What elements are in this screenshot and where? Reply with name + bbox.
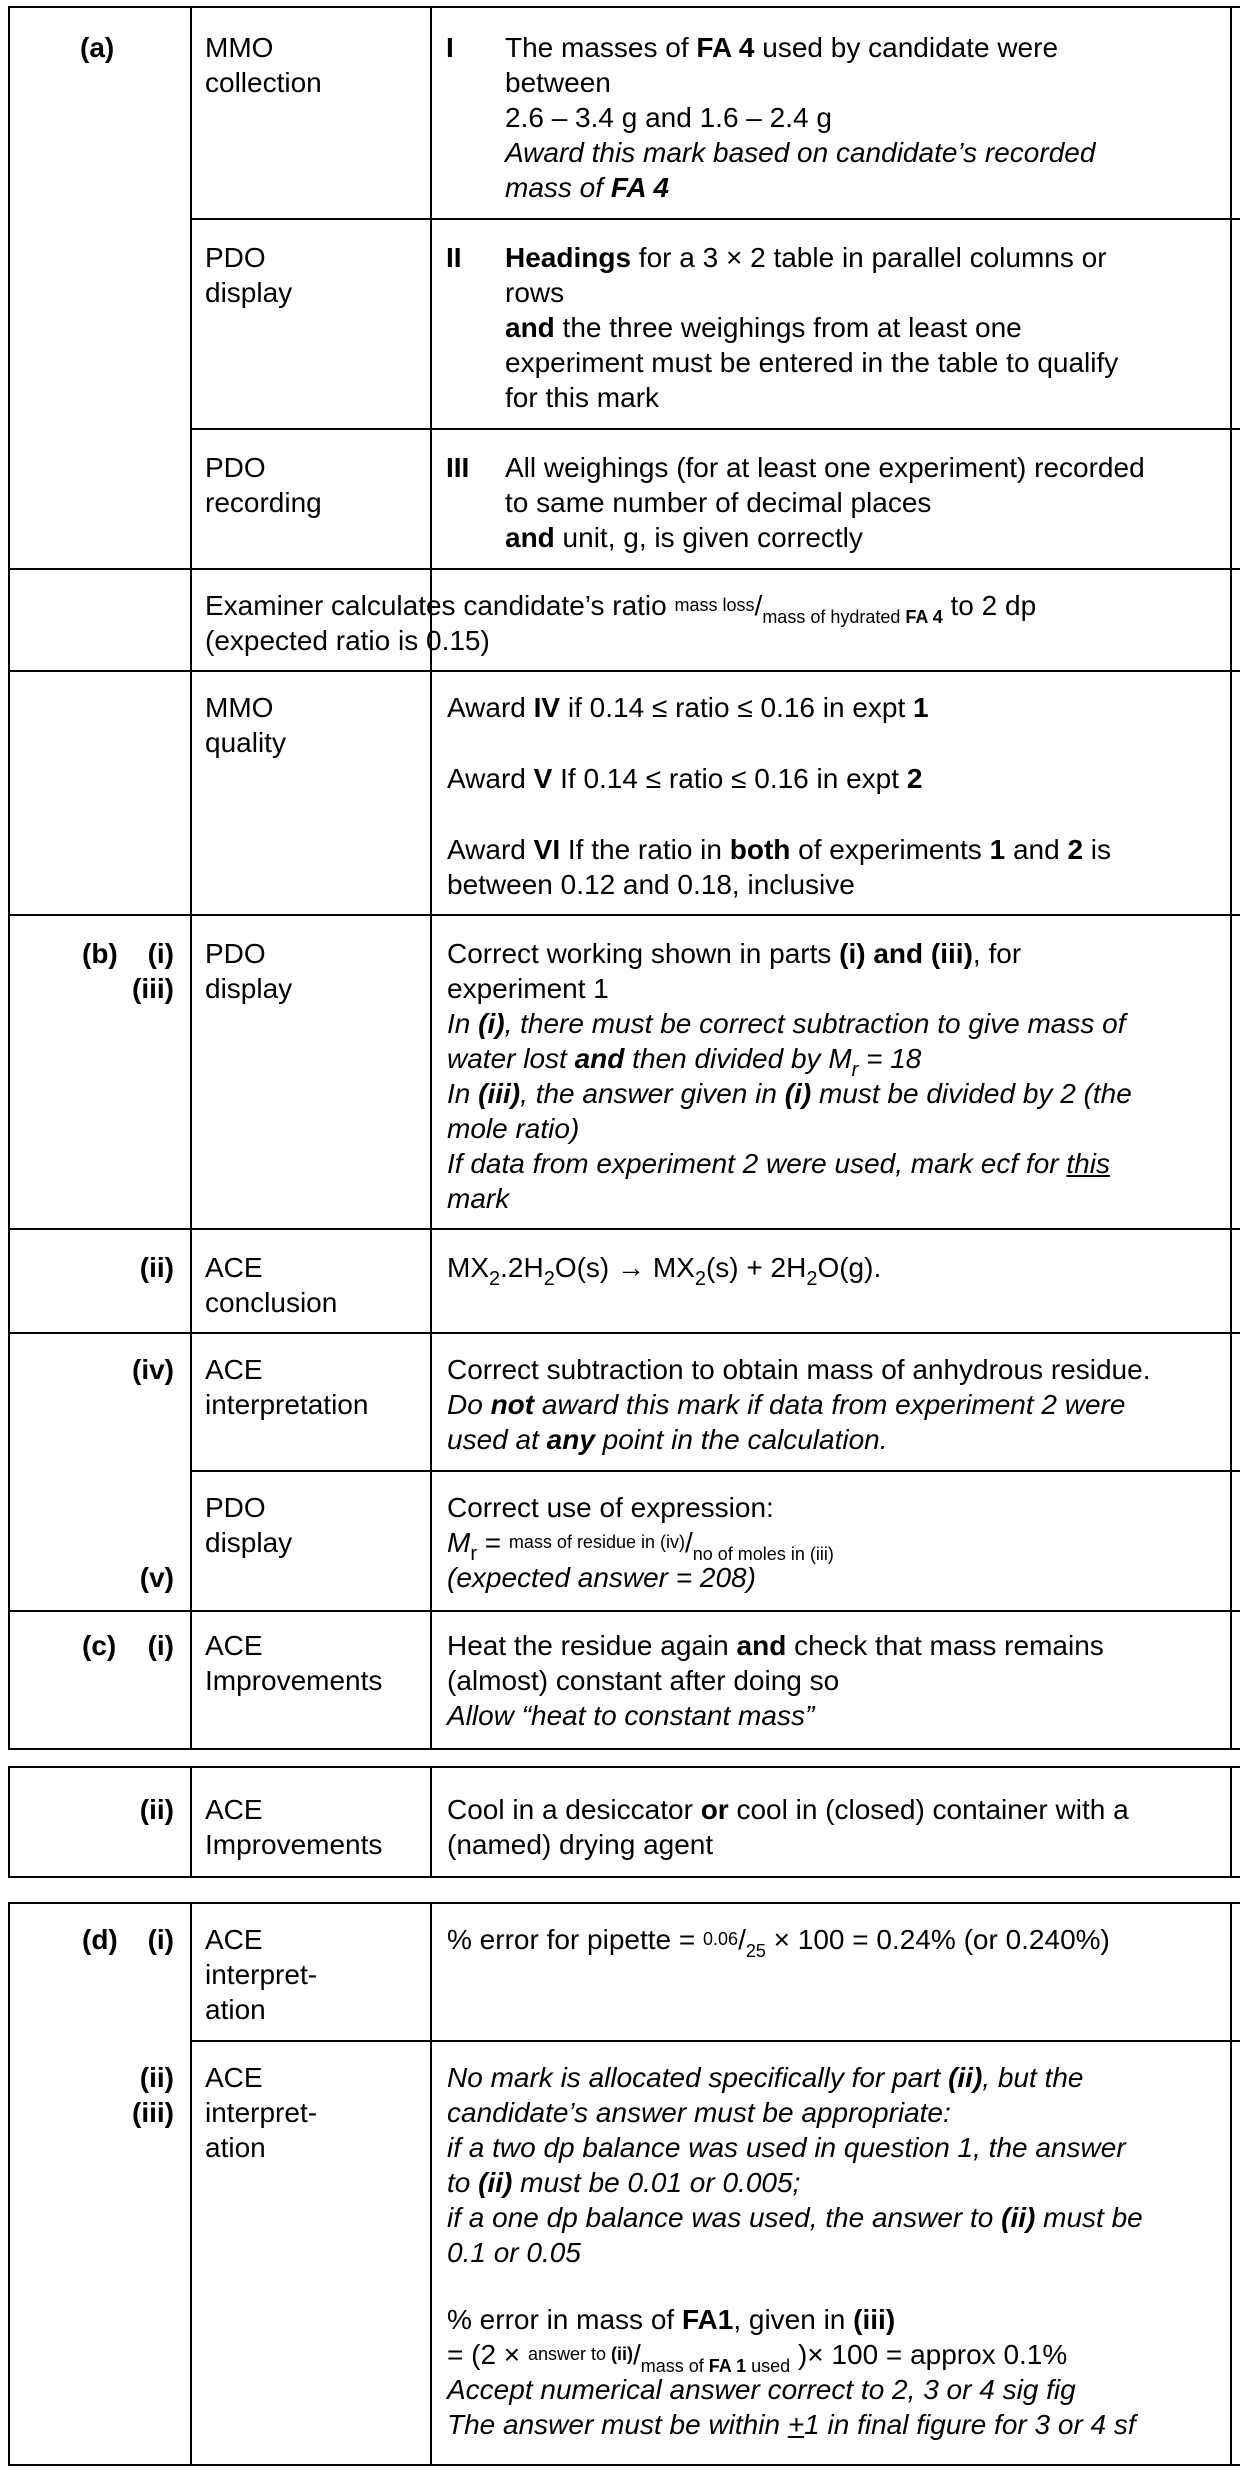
mark-numeral: II <box>446 242 462 273</box>
text: × 100 = 0.24% (or 0.240%) <box>765 1924 1110 1955</box>
category-line: ACE <box>205 1630 263 1661</box>
text: 2 <box>489 1268 501 1290</box>
text: 2 <box>806 1268 818 1290</box>
text: and <box>736 1630 787 1661</box>
category-line: collection <box>205 67 322 98</box>
text: 1 <box>989 834 1006 865</box>
text: used at <box>447 1424 547 1455</box>
part-label-b: (b) <box>82 938 118 969</box>
text: candidate’s answer must be appropriate: <box>447 2097 951 2128</box>
mark-numeral: I <box>446 32 454 63</box>
row-category <box>205 1352 368 1422</box>
subpart-labels <box>132 936 174 1006</box>
text: 2.6 – 3.4 g and 1.6 – 2.4 g <box>505 102 832 133</box>
subpart-label: (iii) <box>132 2097 174 2128</box>
text: not <box>490 1389 535 1420</box>
text: IV <box>533 692 561 723</box>
subpart-label: (iv) <box>132 1354 174 1385</box>
row-category <box>205 690 286 760</box>
text: , but the <box>982 2062 1084 2093</box>
category-line: quality <box>205 727 286 758</box>
category-line: recording <box>205 487 322 518</box>
category-line: ACE <box>205 1354 263 1385</box>
text: Award <box>447 692 534 723</box>
text: No mark is allocated specifically for part <box>447 2062 949 2093</box>
text: used by candidate were <box>754 32 1059 63</box>
rule <box>8 914 1240 916</box>
text: If data from experiment 2 were used, mark ecf for <box>447 1148 1067 1179</box>
text: (expected ratio is 0.15) <box>205 625 490 656</box>
text: (s) + 2H <box>705 1252 807 1283</box>
rule <box>190 428 1240 430</box>
category-line: display <box>205 277 293 308</box>
mark-text <box>447 832 1111 902</box>
text: In <box>447 1008 479 1039</box>
fraction-denominator: no of moles in (iii) <box>692 1544 834 1564</box>
text: FA 1 <box>708 2356 747 2376</box>
category-line: Improvements <box>205 1665 383 1696</box>
text: (i) <box>478 1008 505 1039</box>
category-line: PDO <box>205 938 266 969</box>
text: check that mass remains <box>786 1630 1104 1661</box>
category-line: display <box>205 973 293 1004</box>
rule <box>8 670 1240 672</box>
text: Correct subtraction to obtain mass of anhydrous residue. <box>447 1354 1151 1385</box>
category-line: interpretation <box>205 1389 369 1420</box>
rule <box>190 2040 1240 2042</box>
text: M <box>828 1043 852 1074</box>
text: and <box>574 1043 625 1074</box>
rule-v <box>190 1766 192 1878</box>
text: between 0.12 and 0.18, inclusive <box>447 869 855 900</box>
text: answer to <box>527 2344 611 2364</box>
text: MX <box>645 1252 695 1283</box>
text: must be 0.01 or 0.005; <box>512 2167 801 2198</box>
text: (almost) constant after doing so <box>447 1665 840 1696</box>
mark-text <box>505 450 1145 555</box>
text: mass of <box>505 172 611 203</box>
text: of experiments <box>790 834 990 865</box>
equation <box>447 1250 882 1290</box>
text: rows <box>505 277 565 308</box>
mark-text <box>505 240 1118 415</box>
text: (named) drying agent <box>447 1829 714 1860</box>
text: 2 <box>1067 834 1084 865</box>
fraction-denominator <box>762 607 942 627</box>
text: , given in <box>733 2304 854 2335</box>
text: any <box>546 1424 595 1455</box>
row-category <box>205 1922 317 2027</box>
text: unit, g, is given correctly <box>554 522 863 553</box>
row-category <box>205 2060 317 2165</box>
category-line: PDO <box>205 1492 266 1523</box>
text: mass of <box>640 2356 709 2376</box>
text: or <box>700 1794 729 1825</box>
text: M <box>447 1527 471 1558</box>
subpart-labels <box>132 2060 174 2130</box>
fraction-numerator: mass loss <box>674 595 755 615</box>
text: r <box>470 1543 477 1565</box>
part-label-c: (c) <box>82 1630 117 1661</box>
text: point in the calculation. <box>594 1424 888 1455</box>
rule-top <box>8 6 1240 8</box>
text: The masses of <box>505 32 697 63</box>
fraction-slash: / <box>754 590 763 621</box>
rule-bottom <box>8 1748 1240 1750</box>
text: (i) and (iii) <box>839 938 973 969</box>
part-label-d: (d) <box>82 1924 118 1955</box>
category-line: interpret- <box>205 2097 318 2128</box>
rule <box>8 1228 1240 1230</box>
text: Do <box>447 1389 491 1420</box>
text: If 0.14 ≤ ratio ≤ 0.16 in expt <box>552 763 907 794</box>
text: experiment must be entered in the table to qualify <box>505 347 1119 378</box>
fraction-numerator: 0.06 <box>703 1929 739 1949</box>
text: if 0.14 ≤ ratio ≤ 0.16 in expt <box>560 692 914 723</box>
text: if a two dp balance was used in question 1, the answer <box>447 2132 1126 2163</box>
rule <box>8 568 1240 570</box>
text: Headings <box>505 242 632 273</box>
text: )× 100 = approx 0.1% <box>790 2339 1068 2370</box>
text: Accept numerical answer correct to 2, 3 or 4 sig fig <box>447 2374 1076 2405</box>
category-line: ACE <box>205 2062 263 2093</box>
text: O(g). <box>817 1252 882 1283</box>
text: Examiner calculates candidate’s ratio <box>205 590 675 621</box>
text: V <box>533 763 553 794</box>
rule-v <box>430 1766 432 1878</box>
mark-text <box>447 1922 1110 1961</box>
arrow-icon: → <box>617 1252 646 1283</box>
text: water lost <box>447 1043 575 1074</box>
text: + <box>787 2409 805 2440</box>
subpart-label: (i) <box>147 1630 174 1661</box>
row-category <box>205 936 292 1006</box>
text: and <box>1005 834 1068 865</box>
subpart-label: (i) <box>147 938 174 969</box>
text: to <box>447 2167 479 2198</box>
text: Award <box>447 834 534 865</box>
text: to same number of decimal places <box>505 487 932 518</box>
text: experiment 1 <box>447 973 609 1004</box>
mark-text <box>447 1628 1104 1733</box>
text: FA 4 <box>696 32 755 63</box>
text: and <box>505 522 555 553</box>
text: if a one dp balance was used, the answer to <box>447 2202 1002 2233</box>
text: award this mark if data from experiment 2 were <box>534 1389 1126 1420</box>
text: Heat the residue again <box>447 1630 737 1661</box>
subpart-label: (ii) <box>139 2062 174 2093</box>
text: All weighings (for at least one experiment) recorded <box>505 452 1145 483</box>
rule <box>190 218 1240 220</box>
category-line: ACE <box>205 1794 263 1825</box>
text: 2 <box>543 1268 555 1290</box>
text: (ii) <box>948 2062 983 2093</box>
category-line: interpret- <box>205 1959 318 1990</box>
text: r <box>851 1059 859 1081</box>
rule <box>8 1610 1240 1612</box>
rule <box>8 1332 1240 1334</box>
text: must be <box>1035 2202 1143 2233</box>
category-line: PDO <box>205 452 266 483</box>
rule-v <box>8 1902 10 2466</box>
category-line: ACE <box>205 1924 263 1955</box>
text: = (2 × <box>447 2339 528 2370</box>
mark-text <box>447 1490 834 1595</box>
category-line: ACE <box>205 1252 263 1283</box>
text: = 18 <box>858 1043 922 1074</box>
mark-text <box>447 936 1132 1216</box>
text: The answer must be within <box>447 2409 788 2440</box>
row-category <box>205 1490 292 1560</box>
text: is <box>1083 834 1112 865</box>
text: must be divided by 2 (the <box>811 1078 1132 1109</box>
text: between <box>505 67 611 98</box>
text: for this mark <box>505 382 660 413</box>
text: O(s) <box>554 1252 618 1283</box>
text: 2 <box>906 763 923 794</box>
subpart-label: (v) <box>139 1562 174 1593</box>
text: = <box>477 1527 509 1558</box>
mark-text <box>447 1352 1150 1457</box>
mark-text <box>447 2302 1136 2442</box>
text: (iii) <box>853 2304 896 2335</box>
text: 2 <box>694 1268 706 1290</box>
mark-text <box>447 2060 1143 2270</box>
text: FA 4 <box>610 172 669 203</box>
text: Award this mark based on candidate’s recorded <box>505 137 1096 168</box>
text: Allow “heat to constant mass” <box>447 1700 815 1731</box>
text: , the answer given in <box>520 1078 785 1109</box>
rule <box>8 1902 1240 1904</box>
part-label-a: (a) <box>80 32 115 63</box>
subpart-label: (i) <box>147 1924 174 1955</box>
text: both <box>729 834 791 865</box>
text: 1 in final figure for 3 or 4 sf <box>804 2409 1136 2440</box>
text: , for <box>972 938 1022 969</box>
text: to 2 dp <box>942 590 1037 621</box>
fraction-slash: / <box>738 1924 746 1955</box>
fraction-slash: / <box>684 1527 693 1558</box>
text: VI <box>533 834 561 865</box>
text: Award <box>447 763 534 794</box>
subpart-label: (ii) <box>139 1794 174 1825</box>
text: (iii) <box>478 1078 521 1109</box>
text: for a 3 × 2 table in parallel columns or <box>631 242 1107 273</box>
row-category <box>205 1250 337 1320</box>
ratio-note <box>205 588 1036 658</box>
rule-v <box>430 6 432 1750</box>
text: mass of hydrated <box>762 607 906 627</box>
rule <box>8 1766 1240 1768</box>
text: mark <box>447 1183 510 1214</box>
category-line: Improvements <box>205 1829 383 1860</box>
text: (ii) <box>1001 2202 1036 2233</box>
text: cool in (closed) container with a <box>728 1794 1129 1825</box>
rule-v <box>8 6 10 1750</box>
text: and <box>505 312 555 343</box>
mark-text <box>447 1792 1129 1862</box>
text: Correct working shown in parts <box>447 938 840 969</box>
text: .2H <box>500 1252 544 1283</box>
fraction-numerator <box>528 2344 633 2364</box>
fraction-slash: / <box>632 2339 641 2370</box>
text: (i) <box>784 1078 812 1109</box>
category-line: PDO <box>205 242 266 273</box>
category-line: ation <box>205 2132 266 2163</box>
text: (ii) <box>610 2344 633 2364</box>
text: used <box>746 2356 791 2376</box>
rule-v <box>1230 6 1232 1750</box>
text: then divided by <box>624 1043 829 1074</box>
text: % error for pipette = <box>447 1924 704 1955</box>
text: (expected answer = 208) <box>447 1562 756 1593</box>
category-line: MMO <box>205 692 274 723</box>
fraction-numerator: mass of residue in (iv) <box>508 1532 685 1552</box>
subpart-label: (ii) <box>139 1252 174 1283</box>
row-category <box>205 30 322 100</box>
text: If the ratio in <box>560 834 730 865</box>
category-line: ation <box>205 1994 266 2025</box>
rule <box>8 1876 1240 1878</box>
rule-v <box>1230 1902 1232 2466</box>
rule-v <box>1230 1766 1232 1878</box>
rule <box>190 1470 1240 1472</box>
text: this <box>1066 1148 1110 1179</box>
text: , there must be correct subtraction to give mass of <box>504 1008 1126 1039</box>
mark-numeral: III <box>446 452 470 483</box>
subpart-label: (iii) <box>132 973 174 1004</box>
text: (ii) <box>478 2167 513 2198</box>
category-line: MMO <box>205 32 274 63</box>
category-line: display <box>205 1527 293 1558</box>
mark-text <box>505 30 1095 205</box>
row-category <box>205 1792 382 1862</box>
text: Correct use of expression: <box>447 1492 774 1523</box>
text: 0.1 or 0.05 <box>447 2237 581 2268</box>
rule-v <box>190 1902 192 2466</box>
text: In <box>447 1078 479 1109</box>
row-category <box>205 450 322 520</box>
fraction-denominator <box>641 2356 790 2376</box>
row-category <box>205 240 292 310</box>
rule-v <box>8 1766 10 1878</box>
row-category <box>205 1628 382 1698</box>
category-line: conclusion <box>205 1287 338 1318</box>
text: % error in mass of <box>447 2304 682 2335</box>
text: MX <box>447 1252 489 1283</box>
text: Cool in a desiccator <box>447 1794 701 1825</box>
rule-v <box>190 6 192 1750</box>
mark-text <box>447 690 929 725</box>
text: the three weighings from at least one <box>554 312 1022 343</box>
text: FA1 <box>681 2304 734 2335</box>
fraction-denominator: 25 <box>745 1941 766 1961</box>
text: FA 4 <box>905 607 943 627</box>
rule <box>8 2464 1240 2466</box>
text: 1 <box>913 692 929 723</box>
text: mole ratio) <box>447 1113 580 1144</box>
mark-text <box>447 761 922 796</box>
rule-v <box>430 1902 432 2466</box>
